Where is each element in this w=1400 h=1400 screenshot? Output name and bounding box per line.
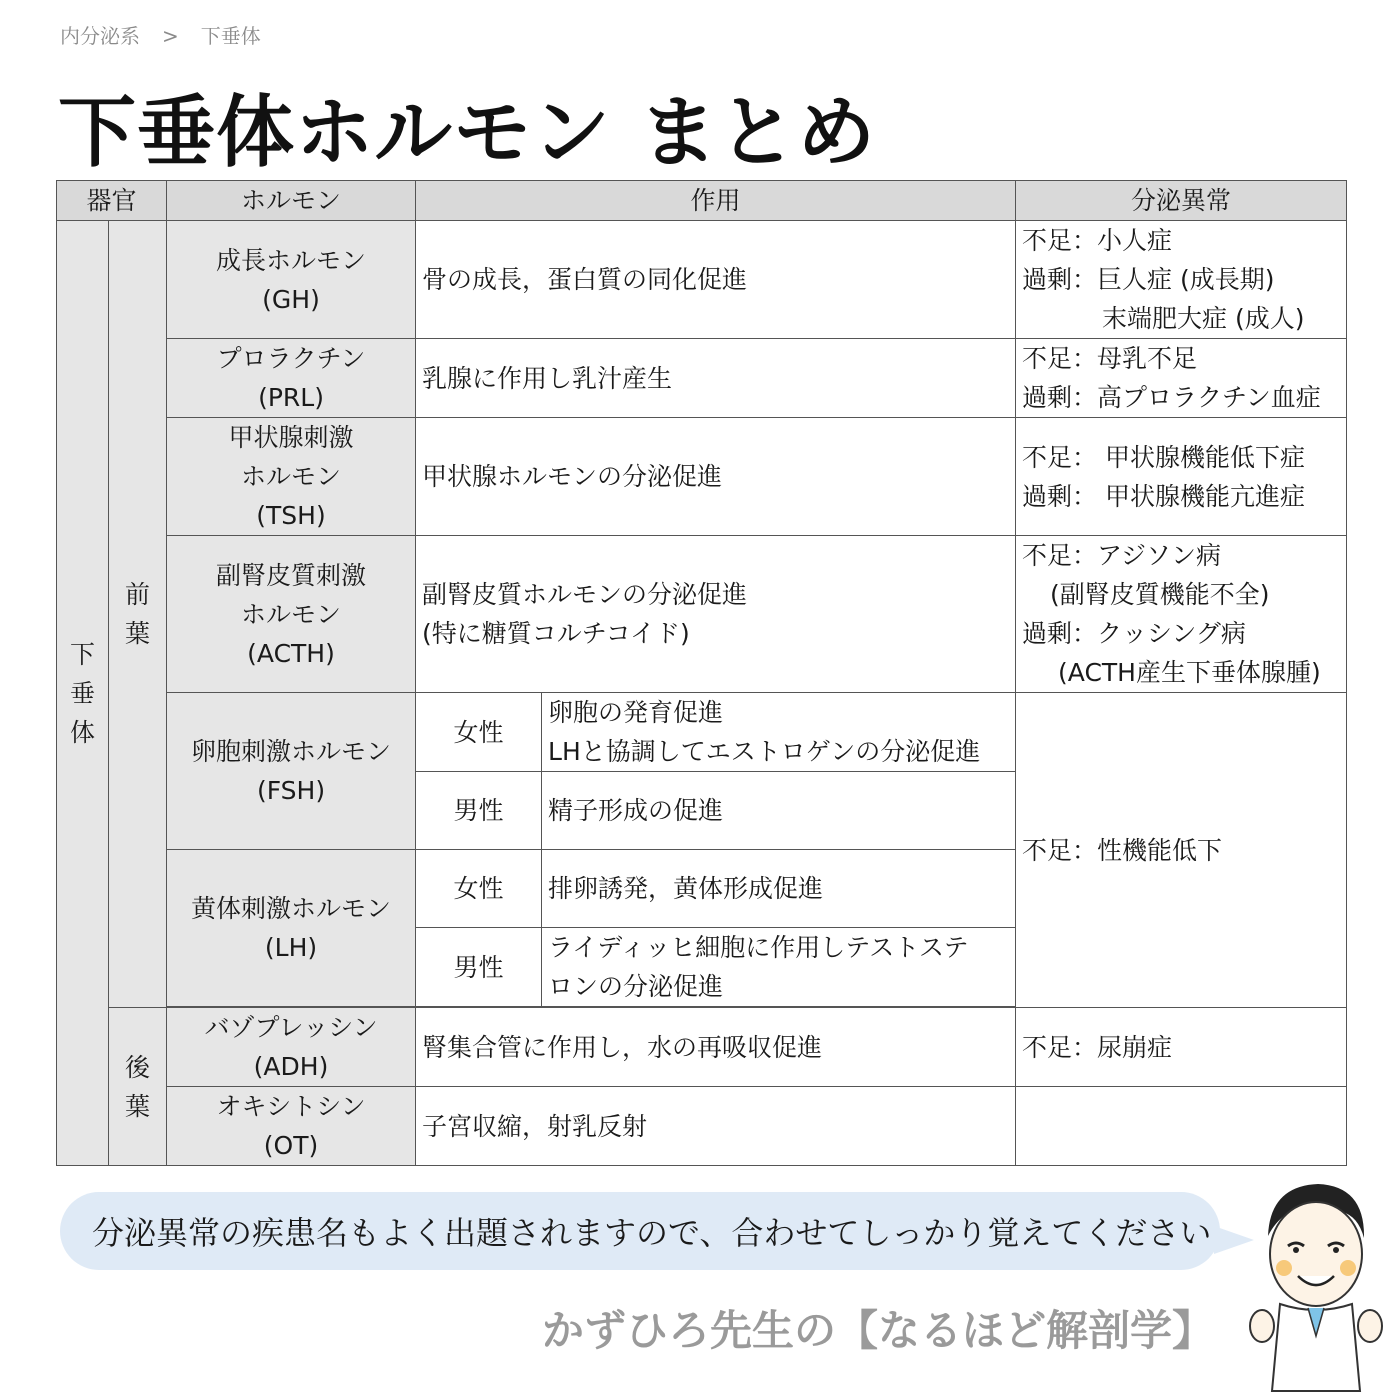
- hormone-cell: 成長ホルモン (GH): [167, 221, 416, 339]
- organ-cell-anterior-lobe: 前 葉: [109, 221, 167, 1008]
- table-row-acth: [57, 536, 1347, 693]
- table-row-adh: [57, 1008, 1347, 1087]
- table-header-row: [57, 181, 1347, 221]
- abnormal-cell: 不足： 甲状腺機能低下症 過剰： 甲状腺機能亢進症: [1016, 418, 1347, 536]
- table-row-tsh: [57, 418, 1347, 536]
- table-row-fsh-female: [57, 693, 1347, 772]
- breadcrumb: [60, 20, 261, 49]
- action-cell: 卵胞の発育促進 LHと協調してエストロゲンの分泌促進: [542, 693, 1016, 772]
- sex-cell-female: 女性: [416, 693, 542, 772]
- hormone-cell: 副腎皮質刺激 ホルモン (ACTH): [167, 536, 416, 693]
- table-row-gh: [57, 221, 1347, 339]
- breadcrumb-current: 下垂体: [200, 24, 261, 48]
- header-action: 作用: [416, 181, 1016, 221]
- hormone-cell: バゾプレッシン (ADH): [167, 1008, 416, 1087]
- table-row-prl: [57, 339, 1347, 418]
- action-cell: 甲状腺ホルモンの分泌促進: [416, 418, 1016, 536]
- action-cell: 骨の成長，蛋白質の同化促進: [416, 221, 1016, 339]
- hormone-cell: オキシトシン (OT): [167, 1087, 416, 1166]
- action-cell: 子宮収縮，射乳反射: [416, 1087, 1016, 1166]
- hormone-cell: 甲状腺刺激 ホルモン (TSH): [167, 418, 416, 536]
- hormone-summary-table: [56, 180, 1347, 1166]
- organ-cell-posterior-lobe: 後 葉: [109, 1008, 167, 1166]
- sex-cell-male: 男性: [416, 772, 542, 850]
- sex-cell-female: 女性: [416, 850, 542, 928]
- organ-cell-pituitary: 下 垂 体: [57, 221, 109, 1166]
- action-cell: ライディッヒ細胞に作用しテストステ ロンの分泌促進: [542, 928, 1016, 1007]
- table-row-ot: [57, 1087, 1347, 1166]
- abnormal-cell-gonadotropin: 不足：性機能低下: [1016, 693, 1347, 1008]
- brand-caption: かずひろ先生の【なるほど解剖学】: [542, 1306, 1215, 1355]
- speech-bubble: 分泌異常の疾患名もよく出題されますので、合わせてしっかり覚えてください: [60, 1192, 1220, 1270]
- hormone-cell: プロラクチン (PRL): [167, 339, 416, 418]
- hormone-cell: 黄体刺激ホルモン (LH): [167, 850, 416, 1007]
- action-cell: 副腎皮質ホルモンの分泌促進 (特に糖質コルチコイド): [416, 536, 1016, 693]
- header-organ: 器官: [57, 181, 167, 221]
- header-hormone: ホルモン: [167, 181, 416, 221]
- sex-cell-male: 男性: [416, 928, 542, 1007]
- action-cell: 精子形成の促進: [542, 772, 1016, 850]
- hormone-cell: 卵胞刺激ホルモン (FSH): [167, 693, 416, 850]
- action-cell: 排卵誘発，黄体形成促進: [542, 850, 1016, 928]
- abnormal-cell: 不足：母乳不足 過剰：高プロラクチン血症: [1016, 339, 1347, 418]
- page-title: 下垂体ホルモン まとめ: [58, 88, 877, 178]
- action-cell: 乳腺に作用し乳汁産生: [416, 339, 1016, 418]
- abnormal-cell: 不足：アジソン病 (副腎皮質機能不全) 過剰：クッシング病 (ACTH産生下垂体腺腫): [1016, 536, 1347, 693]
- abnormal-cell-empty: [1016, 1087, 1347, 1166]
- header-abnormal: 分泌異常: [1016, 181, 1347, 221]
- breadcrumb-separator: >: [162, 24, 179, 48]
- abnormal-cell: 不足：尿崩症: [1016, 1008, 1347, 1087]
- abnormal-cell: 不足：小人症 過剰：巨人症 (成長期) 末端肥大症 (成人): [1016, 221, 1347, 339]
- teacher-mascot-illustration: [1240, 1176, 1390, 1396]
- action-cell: 腎集合管に作用し，水の再吸収促進: [416, 1008, 1016, 1087]
- breadcrumb-parent-link[interactable]: 内分泌系: [60, 24, 140, 48]
